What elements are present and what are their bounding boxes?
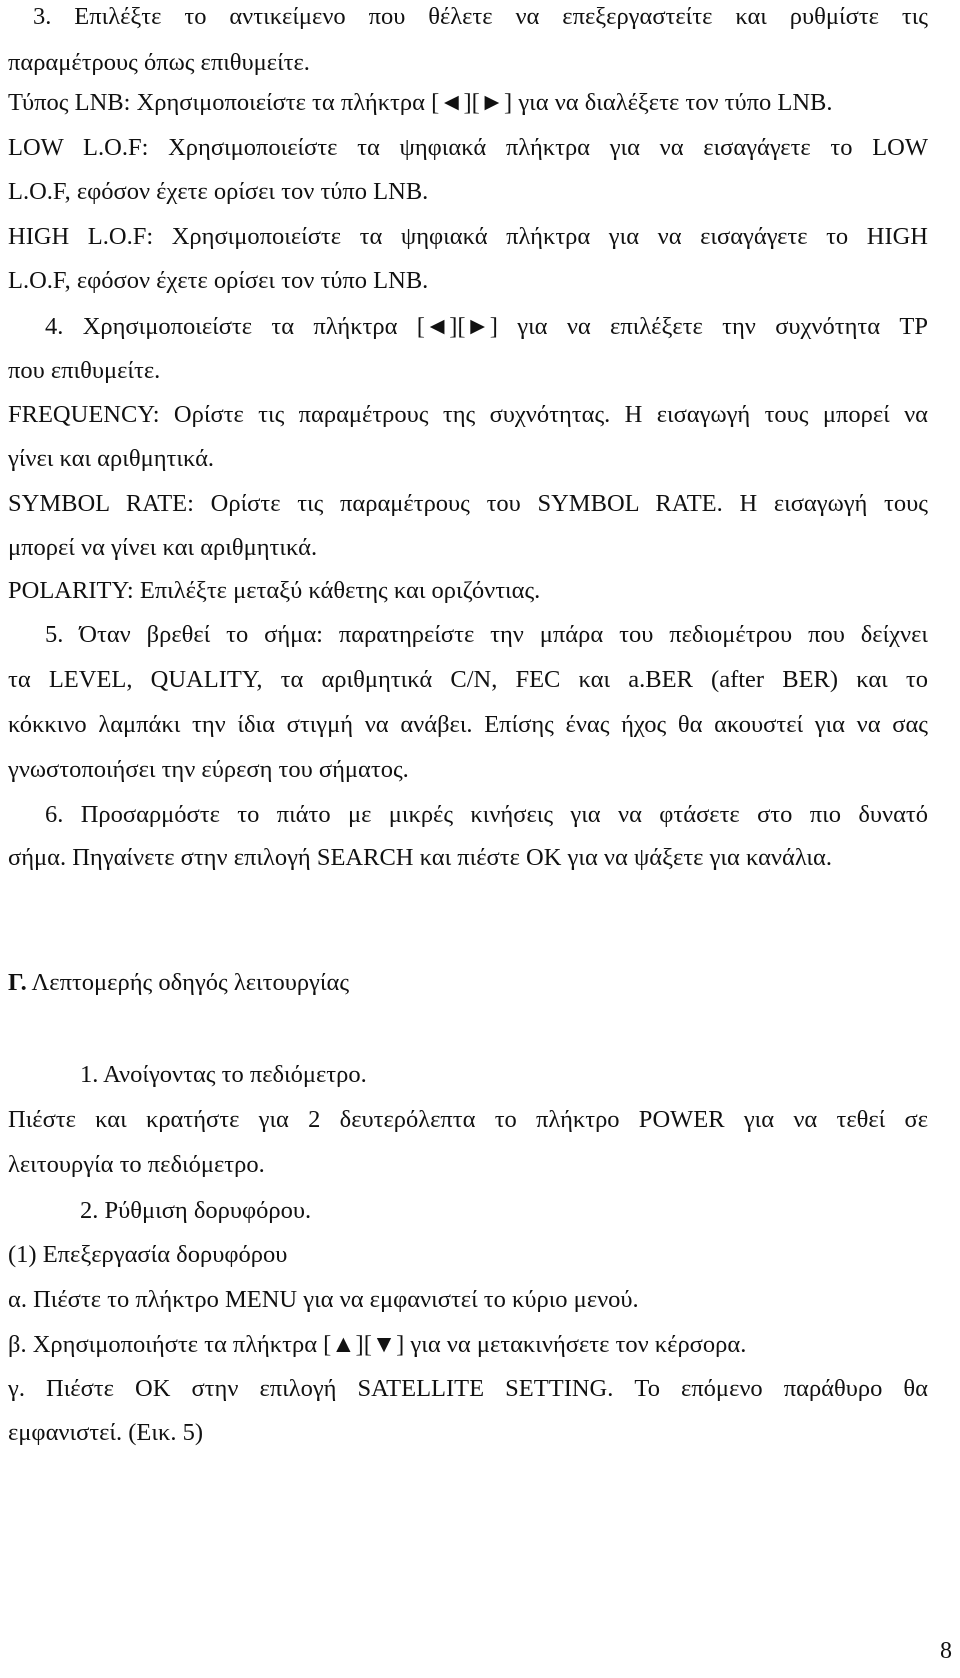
text-line: 4. Χρησιμοποιείστε τα πλήκτρα [◄][►] για να επιλέξετε την συχνότητα TP: [45, 313, 928, 340]
text-line: τα LEVEL, QUALITY, τα αριθμητικά C/N, FEC και a.BER (after BER) και το: [8, 666, 928, 693]
text-line: POLARITY: Επιλέξτε μεταξύ κάθετης και οριζόντιας.: [8, 577, 541, 604]
text-line: Πιέστε και κρατήστε για 2 δευτερόλεπτα το πλήκτρο POWER για να τεθεί σε: [8, 1106, 928, 1133]
section-letter: Γ.: [8, 969, 27, 996]
text-line: 2. Ρύθμιση δορυφόρου.: [80, 1197, 312, 1224]
text-line: SYMBOL RATE: Ορίστε τις παραμέτρους του SYMBOL RATE. Η εισαγωγή τους: [8, 490, 928, 517]
text-line: LOW L.O.F: Χρησιμοποιείστε τα ψηφιακά πλήκτρα για να εισαγάγετε το LOW: [8, 134, 928, 161]
text-line: HIGH L.O.F: Χρησιμοποιείστε τα ψηφιακά πλήκτρα για να εισαγάγετε το HIGH: [8, 223, 928, 250]
text-line: μπορεί να γίνει και αριθμητικά.: [8, 534, 318, 561]
text-line: Τύπος LNB: Χρησιμοποιείστε τα πλήκτρα [◄][►] για να διαλέξετε τον τύπο LNB.: [8, 89, 833, 116]
text-line: κόκκινο λαμπάκι την ίδια στιγμή να ανάβει. Επίσης ένας ήχος θα ακουστεί για να σας: [8, 711, 928, 738]
text-line: 1. Ανοίγοντας το πεδιόμετρο.: [80, 1061, 367, 1088]
section-title: Λεπτομερής οδηγός λειτουργίας: [31, 969, 350, 996]
text-line: α. Πιέστε το πλήκτρο MENU για να εμφανιστεί το κύριο μενού.: [8, 1286, 639, 1313]
text-line: γ. Πιέστε OK στην επιλογή SATELLITE SETTING. Το επόμενο παράθυρο θα: [8, 1375, 928, 1402]
text-line: εμφανιστεί. (Εικ. 5): [8, 1419, 203, 1446]
text-line: β. Χρησιμοποιήστε τα πλήκτρα [▲][▼] για να μετακινήσετε τον κέρσορα.: [8, 1331, 747, 1358]
text-line: σήμα. Πηγαίνετε στην επιλογή SEARCH και πιέστε OK για να ψάξετε για κανάλια.: [8, 844, 832, 871]
text-line: L.O.F, εφόσον έχετε ορίσει τον τύπο LNB.: [8, 178, 429, 205]
text-line: FREQUENCY: Ορίστε τις παραμέτρους της συχνότητας. Η εισαγωγή τους μπορεί να: [8, 401, 928, 428]
page-number: 8: [940, 1638, 952, 1664]
text-line: παραμέτρους όπως επιθυμείτε.: [8, 49, 310, 76]
text-line: γνωστοποιήσει την εύρεση του σήματος.: [8, 756, 409, 783]
text-line: 3. Επιλέξτε το αντικείμενο που θέλετε να επεξεργαστείτε και ρυθμίστε τις: [33, 3, 928, 30]
text-line: λειτουργία το πεδιόμετρο.: [8, 1151, 265, 1178]
text-line: 5. Όταν βρεθεί το σήμα: παρατηρείστε την μπάρα του πεδιομέτρου που δείχνει: [45, 621, 928, 648]
text-line: (1) Επεξεργασία δορυφόρου: [8, 1241, 288, 1268]
text-line: που επιθυμείτε.: [8, 357, 161, 384]
text-line: γίνει και αριθμητικά.: [8, 445, 215, 472]
section-heading: [8, 968, 928, 998]
text-line: L.O.F, εφόσον έχετε ορίσει τον τύπο LNB.: [8, 267, 429, 294]
text-line: 6. Προσαρμόστε το πιάτο με μικρές κινήσεις για να φτάσετε στο πιο δυνατό: [45, 801, 928, 828]
